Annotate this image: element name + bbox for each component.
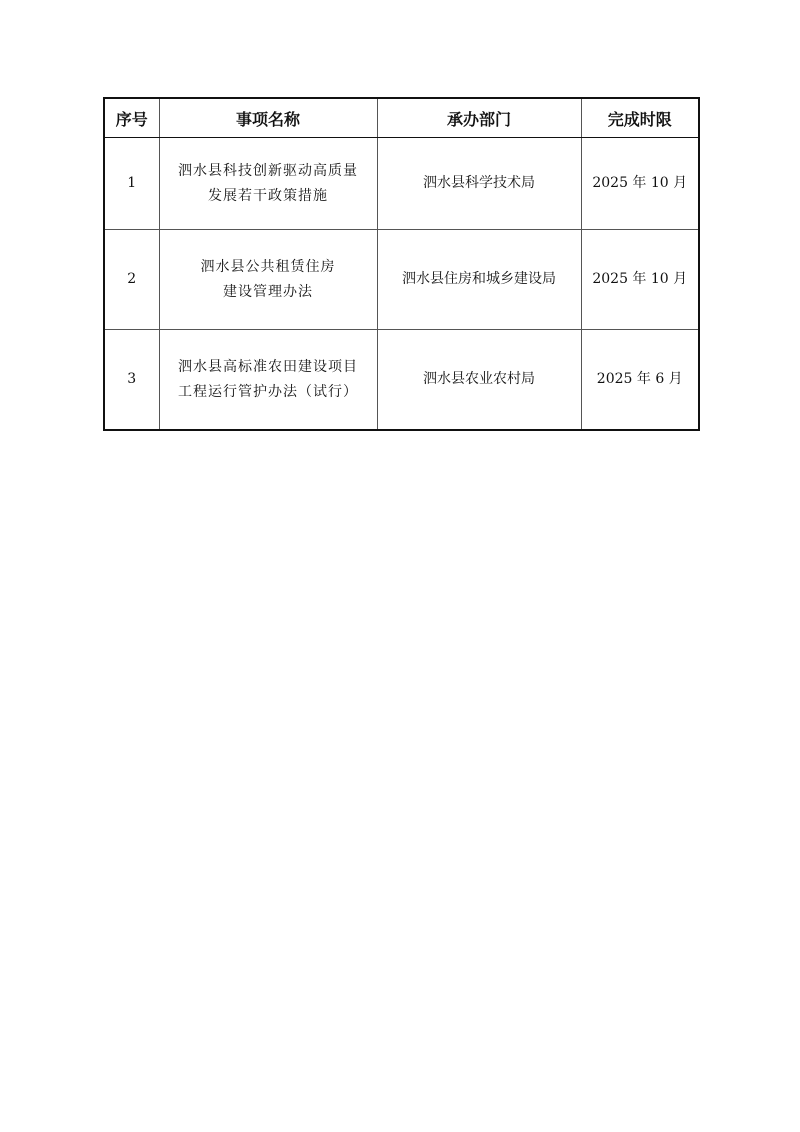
deadline-cell: 2025 年 10 月	[581, 230, 699, 330]
serial-number-cell: 1	[104, 138, 159, 230]
item-name-line: 泗水县高标准农田建设项目	[178, 358, 358, 375]
deadline-cell: 2025 年 10 月	[581, 138, 699, 230]
header-deadline: 完成时限	[581, 98, 699, 138]
table-row	[104, 138, 699, 230]
header-department: 承办部门	[377, 98, 581, 138]
table-row	[104, 230, 699, 330]
item-name-cell	[159, 138, 377, 230]
item-name-line: 建设管理办法	[223, 283, 313, 300]
department-cell: 泗水县科学技术局	[377, 138, 581, 230]
header-item-name: 事项名称	[159, 98, 377, 138]
item-name-cell	[159, 230, 377, 330]
item-name-line: 工程运行管护办法（试行）	[178, 383, 358, 400]
item-name-line: 泗水县公共租赁住房	[200, 258, 336, 275]
item-name-line: 泗水县科技创新驱动高质量	[178, 162, 358, 179]
item-name-line: 发展若干政策措施	[208, 187, 328, 204]
tasks-table	[103, 97, 700, 431]
serial-number-cell: 2	[104, 230, 159, 330]
table-header-row	[104, 98, 699, 138]
department-cell: 泗水县农业农村局	[377, 330, 581, 431]
serial-number-cell: 3	[104, 330, 159, 431]
table-row	[104, 330, 699, 431]
header-serial-number: 序号	[104, 98, 159, 138]
department-cell: 泗水县住房和城乡建设局	[377, 230, 581, 330]
deadline-cell: 2025 年 6 月	[581, 330, 699, 431]
item-name-cell	[159, 330, 377, 431]
